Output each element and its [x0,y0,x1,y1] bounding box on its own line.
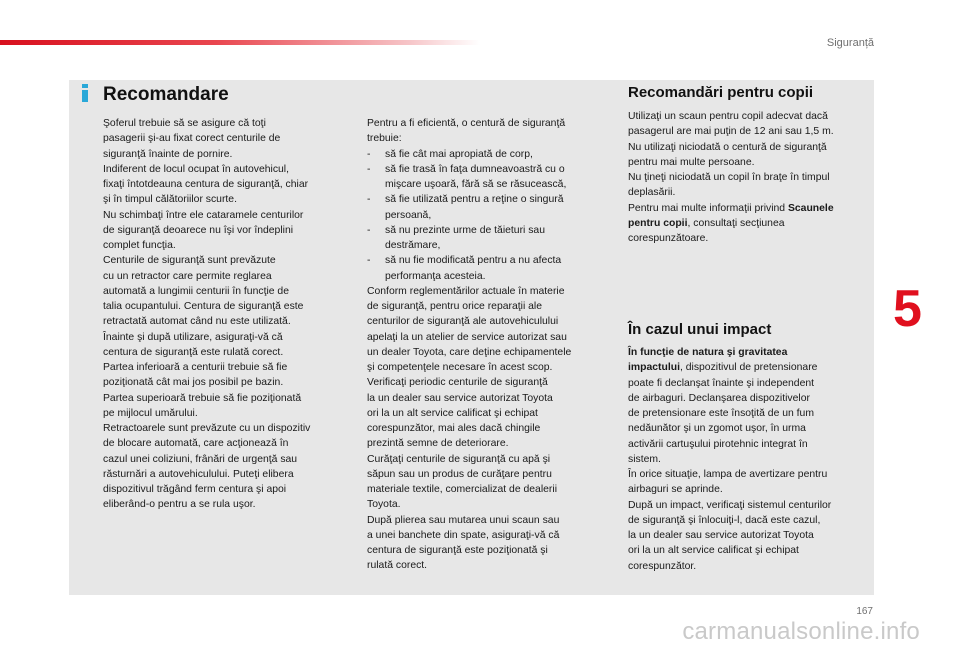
paragraph-line: mişcare uşoară, fără să se răsucească, [385,179,567,190]
paragraph-line: pasagerii şi-au fixat corect centurile de [103,133,281,145]
paragraph-line: şi competenţele necesare în acest scop. [367,362,553,373]
paragraph-line: Nu ţineţi niciodată un copil în braţe în timpul [628,172,830,183]
recommendation-title: Recomandare [103,84,229,105]
paragraph-line: prezintă semne de deteriorare. [367,438,509,450]
paragraph-line: destrămare, [385,240,441,251]
paragraph-line: poziţionată cât mai jos posibil pe bazin. [103,377,284,389]
paragraph-line: centura de siguranţă este poziţionată şi [367,545,548,556]
paragraph-line: Partea superioară trebuie să fie poziţionată [103,392,302,404]
paragraph-line: de siguranţă, pentru orice reparaţii ale [367,301,543,312]
paragraph-line: Indiferent de locul ocupat în autovehicul, [103,163,290,175]
paragraph-line: un dealer Toyota, care deţine echipamentele [367,346,572,358]
paragraph-line: Retractoarele sunt prevăzute cu un dispozitiv [103,423,311,434]
watermark: carmanualsonline.info [682,618,920,645]
info-icon [76,84,94,102]
header-accent-bar [0,40,480,45]
paragraph-line: Conform reglementărilor actuale în materie [367,285,565,297]
paragraph-line: Utilizaţi un scaun pentru copil adecvat dacă [628,111,828,122]
paragraph-line: pentru mai multe persoane. [628,156,755,168]
paragraph-line: Toyota. [367,499,401,511]
children-ref-prefix: Pentru mai multe informaţii privind [628,202,788,214]
paragraph-line: - să fie cât mai apropiată de corp, [367,148,533,160]
paragraph-line: săpun sau un produs de curăţare pentru [367,468,552,480]
children-title: Recomandări pentru copii [628,84,814,101]
paragraph-line: pasagerul are mai puţin de 12 ani sau 1,5 m. [628,126,834,138]
paragraph-line: retractată automat când nu este utilizată. [103,316,291,328]
paragraph-line: ori la un alt service calificat şi echipat [367,407,538,419]
paragraph-line: sistem. [628,453,661,465]
paragraph-line: - să fie utilizată pentru a reţine o singură [367,194,564,206]
paragraph-line: - să nu prezinte urme de tăieturi sau [367,224,545,236]
recommendation-column-1 [103,116,358,513]
section-title: Siguranță [826,37,874,49]
paragraph-line: cazul unei coliziuni, frânări de urgenţă sau [103,453,298,465]
paragraph-line: performanţa acesteia. [385,270,486,282]
children-ref-suffix: , consultaţi secţiunea [687,217,785,229]
paragraph-line: Partea inferioară a centurii trebuie să fie [103,362,288,373]
children-ref-bold-2: pentru copii [628,217,688,229]
paragraph-line: - să nu fie modificată pentru a nu afecta [367,255,562,267]
recommendation-column-2 [367,116,617,574]
paragraph-line: automată a lungimii centurii în funcţie de [103,285,289,297]
paragraph-line: centura de siguranţă este rulată corect. [103,346,284,358]
paragraph-line: Centurile de siguranţă sunt prevăzute [103,255,276,267]
paragraph-line: pe mijlocul umărului. [103,407,198,419]
paragraph-line: materiale textile, comercializat de dealerii [367,484,557,495]
paragraph-line: de pretensionare este însoţită de un fum [628,408,814,419]
page-number: 167 [856,606,873,617]
paragraph-line: răsturnări a autovehiculului. Puteţi elibera [103,468,294,480]
paragraph-line: a unei banchete din spate, asiguraţi-vă că [367,529,560,541]
paragraph-line: ori la un alt service calificat şi echipat [628,545,799,557]
paragraph-line: siguranţă înainte de pornire. [103,148,233,160]
paragraph-line: eliberând-o pentru a se rula uşor. [103,499,256,511]
paragraph-line: - să fie trasă în faţa dumneavoastră cu o [367,163,565,175]
impact-bold-2: impactului [628,362,680,374]
paragraph-line: airbaguri se aprinde. [628,484,723,496]
paragraph-line: şi în timpul călătoriilor scurte. [103,194,237,206]
paragraph-line: deplasării. [628,187,676,199]
paragraph-line: Pentru a fi eficientă, o centură de siguranţă [367,118,566,129]
paragraph-line: Înainte şi după utilizare, asiguraţi-vă că [103,331,283,343]
paragraph-line: Nu utilizaţi niciodată o centură de siguranţă [628,141,827,153]
paragraph-line: de siguranţă şi înlocuiţi-l, dacă este cazul, [628,514,821,526]
paragraph-line: de airbaguri. Declanşarea dispozitivelor [628,392,810,404]
paragraph-line: rulată corect. [367,560,428,572]
paragraph-line: centurilor de siguranţă ale autovehiculului [367,316,559,328]
paragraph-line: persoană, [385,209,432,221]
paragraph-line: fixaţi întotdeauna centura de siguranţă, chiar [103,179,309,190]
paragraph-line: Şoferul trebuie să se asigure că toţi [103,118,266,129]
paragraph-line: la un dealer sau service autorizat Toyota [367,392,553,404]
paragraph-line: trebuie: [367,133,402,145]
paragraph-line: cu un retractor care permite reglarea [103,270,272,282]
impact-title: În cazul unui impact [628,321,772,338]
paragraph-line: activării cartuşului pirotehnic integrat în [628,438,808,450]
children-ref-bold-1: Scaunele [787,202,834,214]
paragraph-line: După un impact, verificaţi sistemul centurilor [628,499,832,511]
paragraph-line: După plierea sau mutarea unui scaun sau [367,514,560,526]
paragraph-line: de siguranţă deoarece nu îşi vor îndeplini [103,224,294,236]
paragraph-line: de blocare automată, care acţionează în [103,438,289,450]
impact-bold-1: În funcţie de natura şi gravitatea [628,347,788,358]
paragraph-line: Curăţaţi centurile de siguranţă cu apă şi [367,453,551,465]
paragraph-line: Nu schimbaţi între ele cataramele centurilor [103,209,304,221]
paragraph-line: talia ocupantului. Centura de siguranţă este [103,301,304,312]
paragraph-line: corespunzător, mai ales dacă chingile [367,423,541,434]
paragraph-line: corespunzător. [628,560,697,572]
children-text [628,109,873,246]
children-ref-last: corespunzătoare. [628,233,709,244]
paragraph-line: Verificaţi periodic centurile de siguranţă [367,377,548,389]
paragraph-line: la un dealer sau service autorizat Toyota [628,530,814,541]
impact-text [628,345,873,574]
paragraph-line: nedăunător şi un zgomot uşor, în urma [628,423,806,435]
paragraph-line: dispozitivul trăgând ferm centura şi apoi [103,484,287,495]
chapter-number: 5 [893,280,922,338]
paragraph-line: apelaţi la un atelier de service autorizat sau [367,331,567,343]
paragraph-line: În orice situaţie, lampa de avertizare pentru [628,469,828,480]
impact-first-suffix: , dispozitivul de pretensionare [679,362,818,374]
paragraph-line: poate fi declanşat înainte şi independent [628,377,815,389]
paragraph-line: complet funcţia. [103,240,176,251]
